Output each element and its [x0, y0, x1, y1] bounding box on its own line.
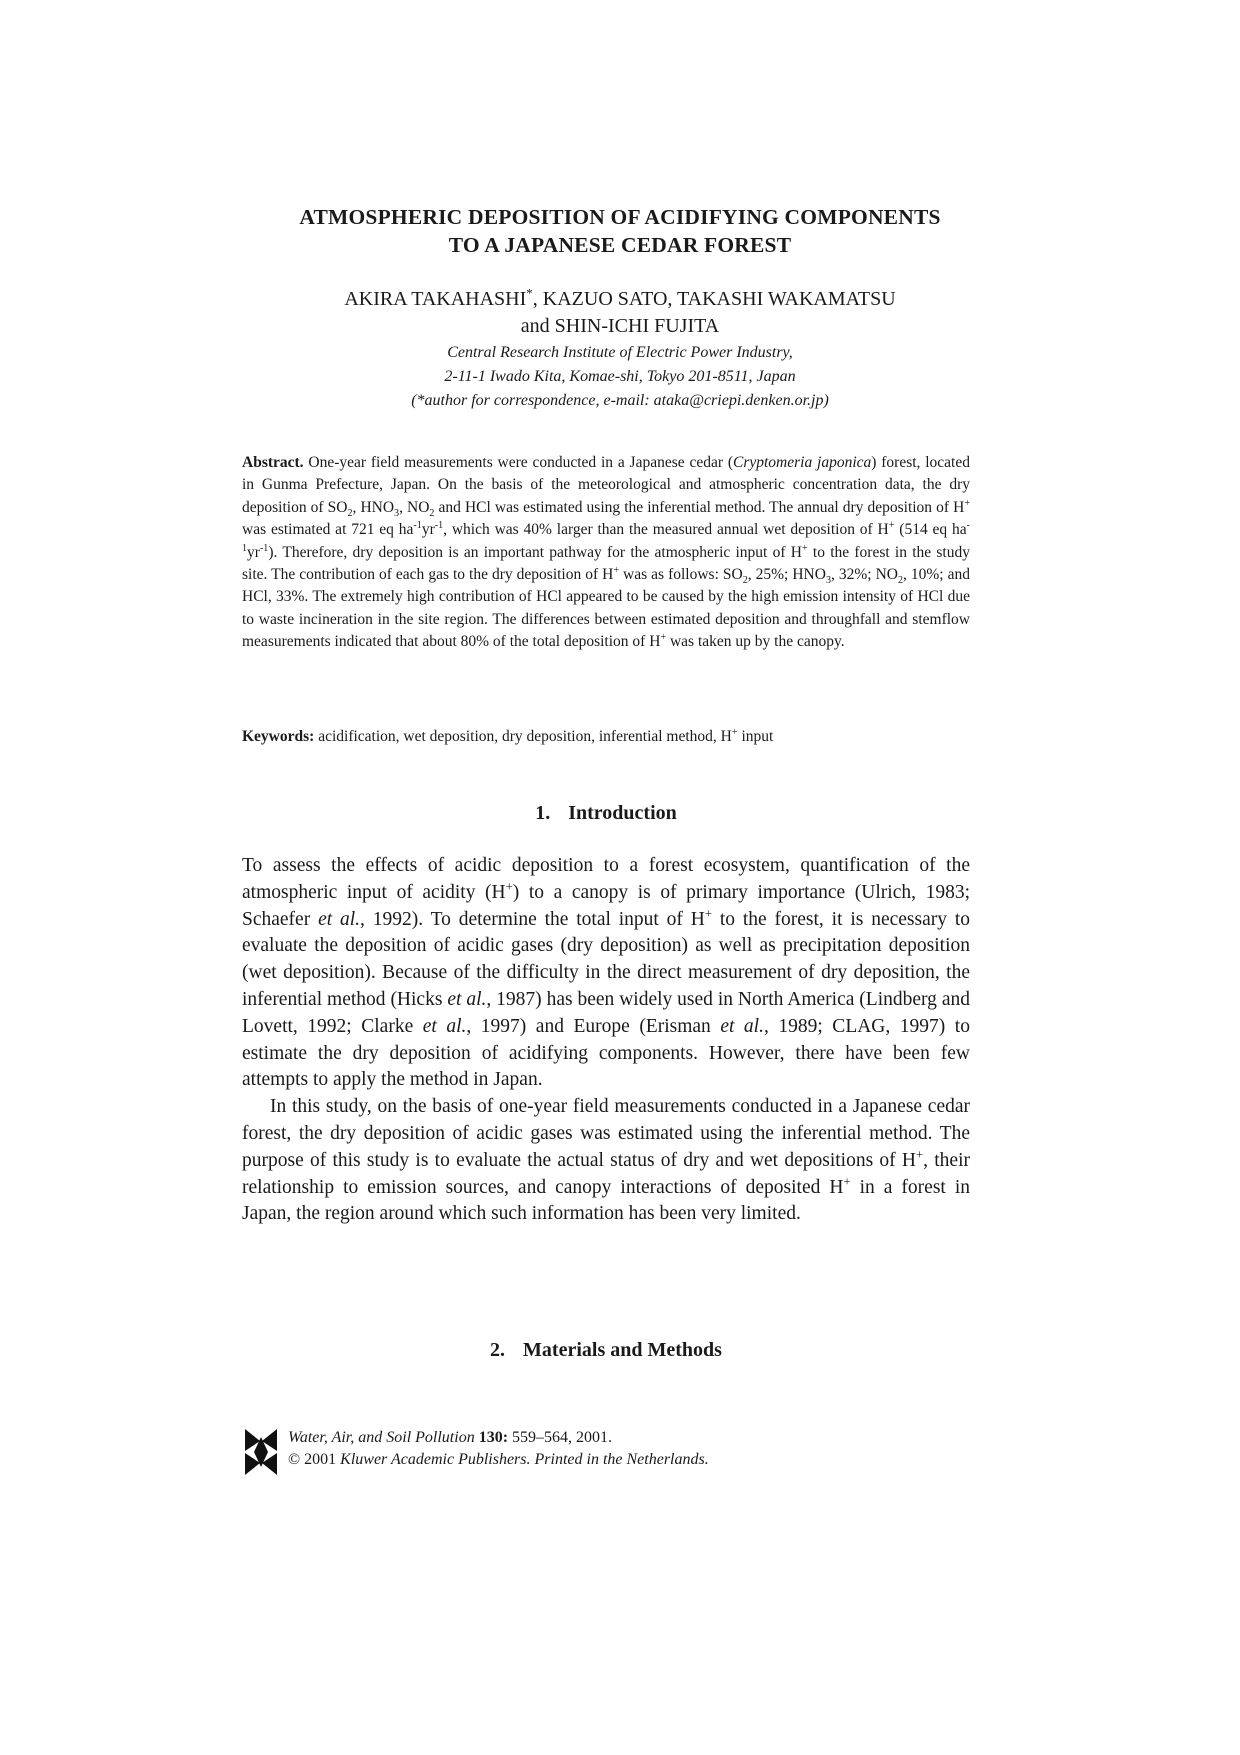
superscript: +	[964, 497, 971, 509]
subscript: 3	[394, 507, 400, 519]
text-run: , 1997) and Europe (Erisman	[466, 1015, 721, 1037]
affiliation-institute: Central Research Institute of Electric Power Industry,	[447, 344, 793, 361]
citation-etal: et al.	[422, 1015, 467, 1037]
introduction-body	[242, 853, 970, 1228]
abstract-text: , 32%; NO	[830, 566, 898, 584]
superscript: +	[888, 520, 895, 532]
superscript: +	[505, 879, 513, 894]
journal-pages: 559–564, 2001.	[508, 1429, 613, 1446]
abstract-text: ). Therefore, dry deposition is an important pathway for the atmospheric input of H	[268, 543, 802, 561]
publisher: Kluwer Academic Publishers. Printed in the Netherlands.	[340, 1451, 709, 1468]
author-name: AKIRA TAKAHASHI	[344, 288, 527, 310]
keywords-text: input	[737, 728, 774, 745]
subscript: 2	[429, 507, 435, 519]
abstract-label: Abstract.	[242, 454, 304, 471]
publisher-logo-icon	[242, 1427, 280, 1477]
section-number: 1.	[535, 802, 551, 824]
text-run: To assess the effects of acidic deposition to a forest ecosystem, quantification of the atmospheric input of acidity (H	[242, 855, 970, 903]
keywords-label: Keywords:	[242, 728, 315, 745]
superscript: +	[843, 1174, 851, 1189]
superscript: +	[704, 906, 712, 921]
abstract	[242, 452, 970, 654]
superscript: +	[660, 632, 667, 644]
citation-etal: et al.	[318, 908, 361, 930]
keywords	[242, 726, 970, 748]
abstract-text: was as follows: SO	[619, 566, 743, 584]
abstract-species: Cryptomeria japonica	[733, 454, 872, 471]
section-number: 2.	[490, 1339, 506, 1361]
abstract-text: (514 eq ha	[894, 521, 967, 539]
abstract-text: yr	[247, 543, 260, 561]
journal-name: Water, Air, and Soil Pollution	[288, 1429, 475, 1446]
text-run: in a forest in Japan, the region around which such information has been very limited.	[242, 1176, 970, 1225]
copyright: © 2001	[288, 1451, 341, 1468]
abstract-text: was estimated at 721 eq ha	[242, 521, 414, 539]
title-line-1: ATMOSPHERIC DEPOSITION OF ACIDIFYING COMPONENTS	[299, 205, 941, 229]
superscript: -1	[434, 520, 444, 532]
abstract-text: yr	[421, 521, 435, 539]
text-run: , 1989; CLAG, 1997) to estimate the dry deposition of acidifying components. However, there have been few attempts to apply the method in Japan.	[242, 1015, 970, 1091]
abstract-text: was taken up by the canopy.	[666, 633, 845, 651]
superscript: -1	[413, 520, 422, 532]
abstract-text: to the forest in the study site. The contribution of each gas to the dry deposition of H	[242, 543, 970, 584]
superscript: +	[916, 1147, 924, 1162]
affiliation	[200, 341, 1040, 413]
superscript: -1	[259, 542, 269, 554]
abstract-text: ) forest, located in Gunma Prefecture, Japan. On the basis of the meteorological and atmospheric concentration data, the dry deposition of SO	[242, 454, 970, 516]
abstract-text: , NO	[399, 498, 430, 516]
authors-line-2: and SHIN-ICHI FUJITA	[520, 315, 720, 337]
intro-paragraph-1	[242, 853, 970, 1094]
section-heading-introduction	[242, 800, 970, 826]
author-names: , KAZUO SATO, TAKASHI WAKAMATSU	[532, 288, 896, 310]
abstract-text: One-year field measurements were conducted in a Japanese cedar (	[303, 454, 733, 471]
keywords-text: acidification, wet deposition, dry deposition, inferential method, H	[314, 728, 732, 745]
superscript: +	[801, 542, 808, 554]
citation-line	[288, 1427, 709, 1449]
abstract-text: , which was 40% larger than the measured annual wet deposition of H	[443, 521, 889, 539]
publication-footer	[242, 1427, 970, 1477]
abstract-text: , 25%; HNO	[747, 566, 826, 584]
journal-volume: 130:	[474, 1429, 509, 1446]
subscript: 2	[347, 507, 353, 519]
superscript: -1	[242, 520, 971, 554]
citation-etal: et al.	[447, 988, 487, 1010]
text-run: to the forest, it is necessary to evaluate the deposition of acidic gases (dry deposition) as well as precipitation deposition (wet deposition). Because of the difficulty in the direct measurement of dry deposition, the inferential method (Hicks	[242, 908, 970, 1010]
section-title: Materials and Methods	[523, 1339, 722, 1361]
citation-etal: et al.	[720, 1015, 764, 1037]
copyright-line	[288, 1449, 709, 1471]
paper-title	[200, 203, 1040, 259]
affiliation-address: 2-11-1 Iwado Kita, Komae-shi, Tokyo 201-8511, Japan	[444, 368, 796, 385]
subscript: 3	[825, 575, 831, 587]
text-run: , 1992). To determine the total input of H	[360, 908, 705, 930]
authors-line-1	[200, 286, 1040, 313]
section-title: Introduction	[568, 802, 677, 824]
footer-text	[288, 1427, 709, 1471]
abstract-text: and HCl was estimated using the inferential method. The annual dry deposition of H	[434, 498, 965, 516]
author-list	[200, 286, 1040, 340]
text-run: , 1987) has been widely used in North America (Lindberg and Lovett, 1992; Clarke	[242, 988, 970, 1037]
text-run: , their relationship to emission sources, and canopy interactions of deposited H	[242, 1149, 970, 1198]
intro-paragraph-2	[242, 1094, 970, 1228]
superscript: +	[731, 726, 738, 738]
superscript: +	[613, 564, 620, 576]
section-heading-methods	[242, 1337, 970, 1363]
text-run: ) to a canopy is of primary importance (Ulrich, 1983; Schaefer	[242, 881, 970, 930]
subscript: 2	[742, 575, 748, 587]
subscript: 2	[897, 575, 903, 587]
text-run: In this study, on the basis of one-year field measurements conducted in a Japanese cedar forest, the dry deposition of acidic gases was estimated using the inferential method. The purpose of this study is to evaluate the actual status of dry and wet depositions of H	[242, 1096, 970, 1171]
abstract-text: , 10%; and HCl, 33%. The extremely high contribution of HCl appeared to be caused by the high emission intensity of HCl due to waste incineration in the site region. The differences between estimated deposition and throughfall and stemflow measurements indicated that about 80% of the total deposition of H	[242, 566, 970, 651]
affiliation-contact: (*author for correspondence, e-mail: ataka@criepi.denken.or.jp)	[411, 392, 829, 409]
corresponding-mark: *	[526, 285, 533, 301]
abstract-text: , HNO	[352, 498, 395, 516]
title-line-2: TO A JAPANESE CEDAR FOREST	[448, 233, 792, 257]
